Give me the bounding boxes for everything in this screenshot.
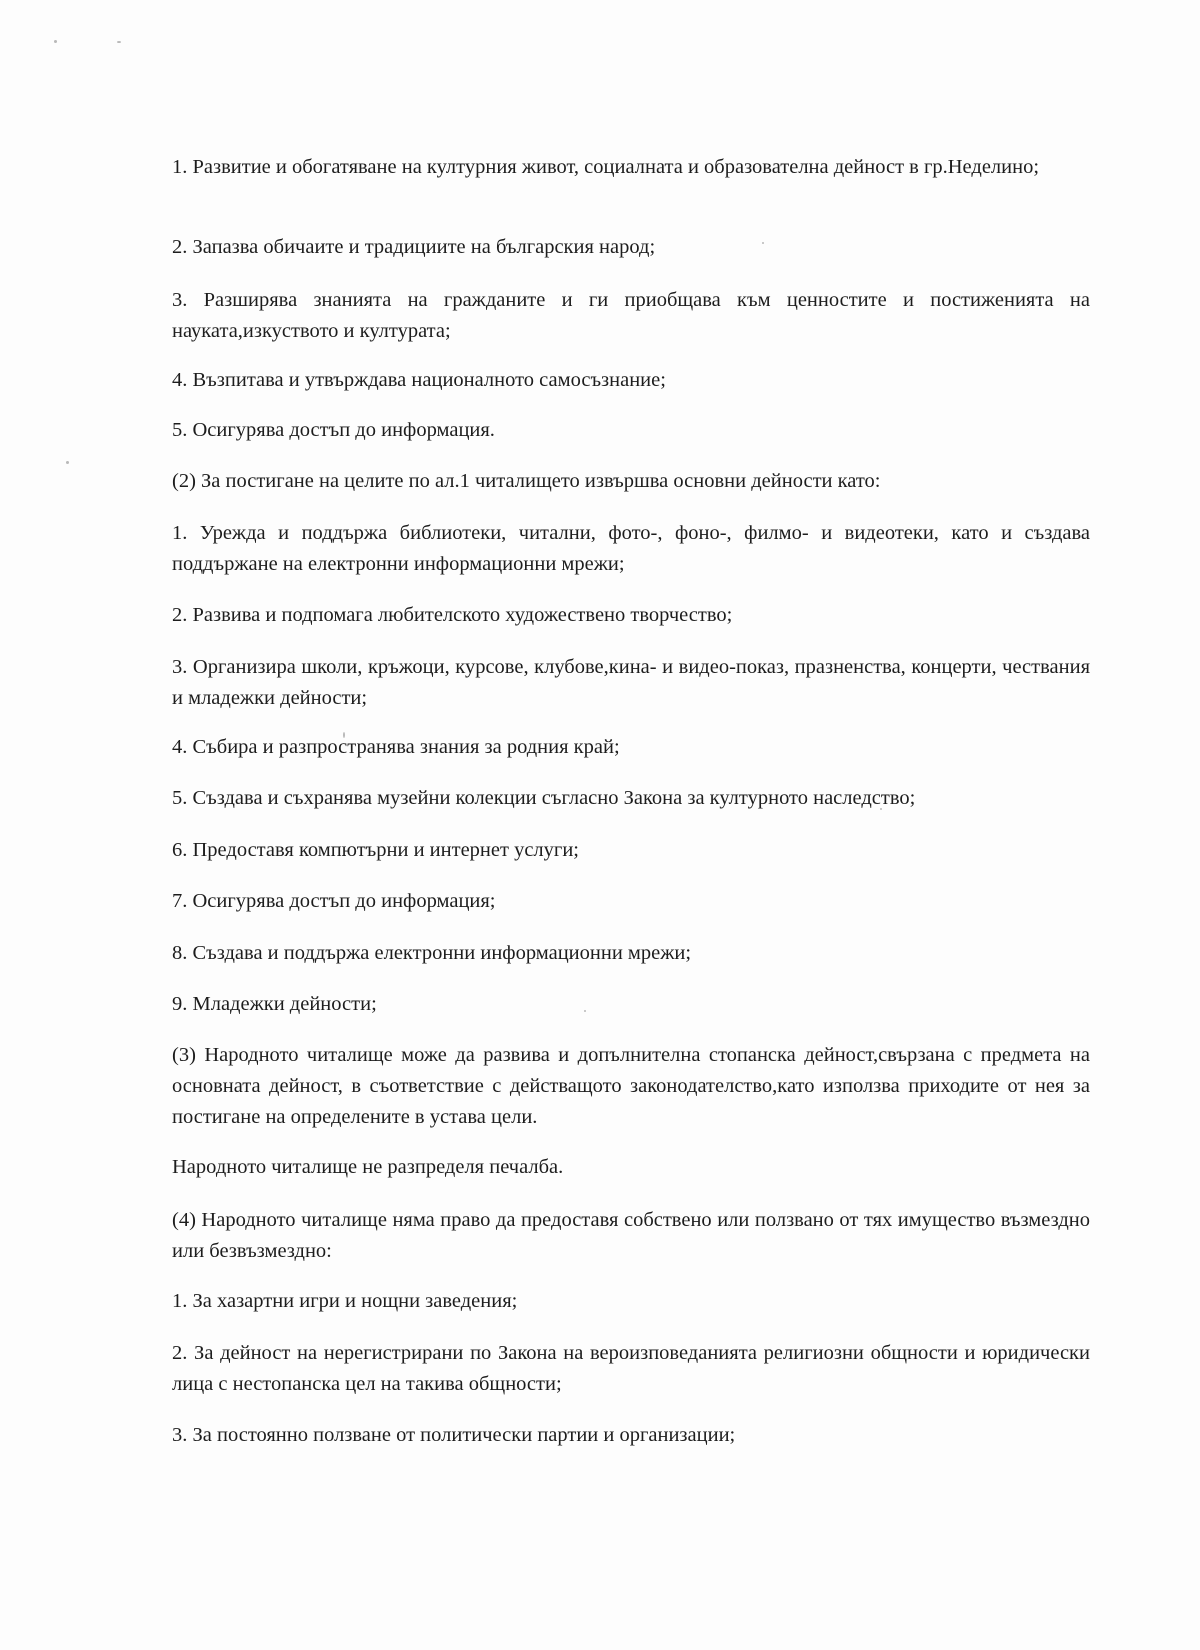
paragraph-2-7: 7. Осигурява достъп до информация; [172, 890, 496, 912]
paragraph-4-intro: (4) Народното читалище няма право да предоставя собствено или ползвано от тях имущество възмездно или безвъзмездно: [172, 1209, 1090, 1262]
paragraph-2-2: 2. Развива и подпомага любителското художествено творчество; [172, 604, 733, 626]
paragraph-2-6: 6. Предоставя компютърни и интернет услуги; [172, 839, 579, 861]
paragraph-1-1: 1. Развитие и обогатяване на културния живот, социалната и образователна дейност в гр.Неделино; [172, 156, 1040, 178]
paragraph-2-8: 8. Създава и поддържа електронни информационни мрежи; [172, 942, 692, 964]
paragraph-2-3: 3. Организира школи, кръжоци, курсове, клубове,кина- и видео-показ, празненства, концерти, чествания и младежки дейности; [172, 656, 1090, 709]
scan-speck [54, 40, 57, 43]
scan-speck [66, 461, 69, 464]
paragraph-1-3: 3. Разширява знанията на гражданите и ги приобщава към ценностите и постиженията на науката,изкуството и културата; [172, 289, 1090, 342]
paragraph-1-5: 5. Осигурява достъп до информация. [172, 419, 495, 441]
paragraph-2-intro: (2) За постигане на целите по ал.1 читалището извършва основни дейности като: [172, 470, 881, 492]
paragraph-3-note: Народното читалище не разпределя печалба. [172, 1156, 564, 1178]
paragraph-4-3: 3. За постоянно ползване от политически партии и организации; [172, 1424, 736, 1446]
paragraph-2-9: 9. Младежки дейности; [172, 993, 377, 1015]
paragraph-4-2: 2. За дейност на нерегистрирани по Закона на вероизповеданията религиозни общности и юридически лица с нестопанска цел на такива общности; [172, 1342, 1090, 1395]
paragraph-2-5: 5. Създава и съхранява музейни колекции съгласно Закона за културното наследство; [172, 787, 916, 809]
paragraph-1-2: 2. Запазва обичаите и традициите на българския народ; [172, 236, 656, 258]
paragraph-2-1: 1. Урежда и поддържа библиотеки, читални, фото-, фоно-, филмо- и видеотеки, като и създава поддържане на електронни информационни мрежи; [172, 522, 1090, 575]
paragraph-3: (3) Народното читалище може да развива и допълнителна стопанска дейност,свързана с предмета на основната дейност, в съответствие с действащото законодателство,като използва приходите от нея за постигане на определените в устава цели. [172, 1044, 1090, 1128]
paragraph-1-4: 4. Възпитава и утвърждава националното самосъзнание; [172, 369, 666, 391]
scan-speck [117, 41, 121, 43]
paragraph-4-1: 1. За хазартни игри и нощни заведения; [172, 1290, 518, 1312]
paragraph-2-4: 4. Събира и разпространява знания за родния край; [172, 736, 620, 758]
